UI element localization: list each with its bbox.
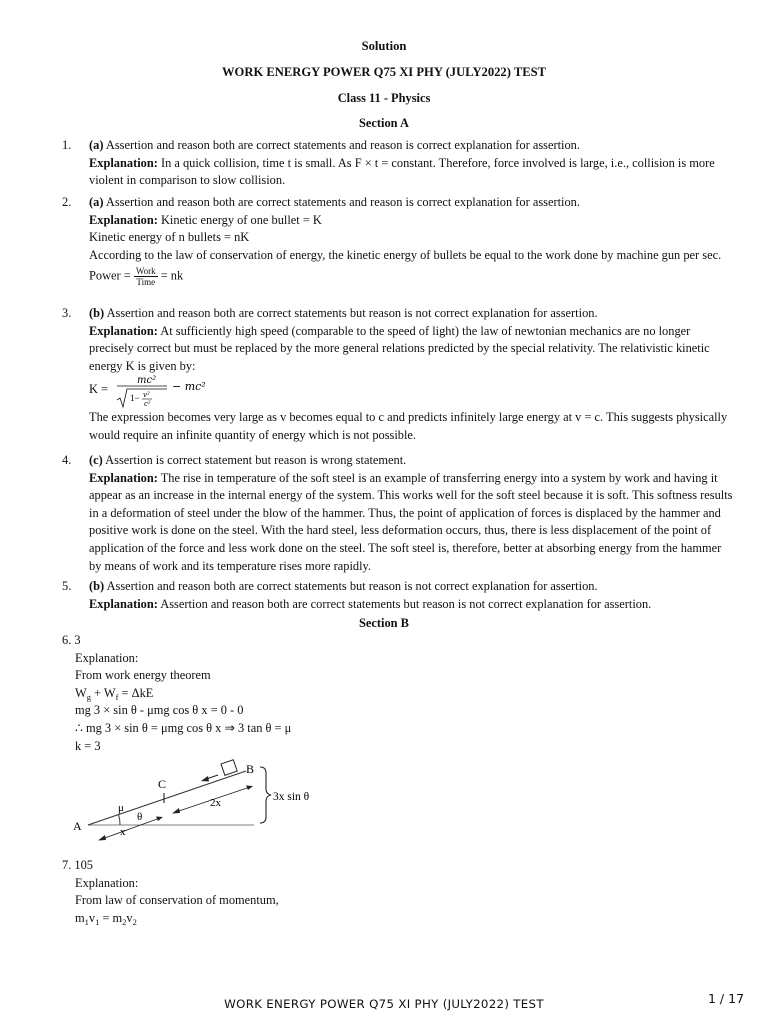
block-shape: [221, 760, 237, 776]
question-number: 4.: [62, 453, 72, 467]
label-b: B: [246, 762, 255, 776]
document-subtitle: WORK ENERGY POWER Q75 XI PHY (JULY2022) TEST: [221, 65, 547, 79]
momentum-equation: $m_1v_1 = m_2v_2$: [75, 910, 137, 927]
question-number: 1.: [62, 138, 72, 152]
power-formula: [89, 266, 734, 287]
question-1: [62, 137, 734, 190]
label-c: C: [158, 777, 167, 791]
question-2: [62, 194, 734, 287]
label-a: A: [73, 819, 82, 833]
relativistic-ke-fraction: [109, 373, 209, 409]
formula-prefix: K =: [89, 382, 109, 397]
document-title: Solution: [361, 39, 407, 53]
work-energy-equation: $W_g + W_f = \Delta kE$: [75, 685, 154, 702]
explanation-label: Explanation:: [75, 650, 139, 665]
page-number: 1 / 17: [708, 991, 745, 1006]
question-number: 3.: [62, 306, 72, 320]
relativistic-ke-formula: [89, 375, 734, 409]
explanation-label: Explanation:: [89, 155, 158, 170]
svg-text:1−: 1−: [130, 393, 140, 404]
explanation-text: At sufficiently high speed (comparable to the speed of light) the law of newtonian mechanics are no longer precisely correct but must be replaced by the more general relations predicted by the special relativity. The relativistic kinetic energy K is given by:: [89, 323, 710, 373]
label-theta: θ: [137, 811, 143, 823]
explanation-text: Kinetic energy of one bullet = K: [157, 212, 322, 227]
question-3: [62, 305, 734, 445]
formula-minus-term: − mc²: [172, 380, 206, 394]
explanation-label: Explanation:: [89, 323, 158, 338]
theorem-line: From work energy theorem: [75, 668, 211, 683]
question-7: [62, 857, 734, 927]
question-7-answer: 7. 105: [62, 858, 93, 872]
fraction-numerator: Work: [135, 266, 156, 277]
question-number: 2.: [62, 195, 72, 209]
answer-option: (a): [89, 138, 104, 152]
svg-text:c²: c²: [144, 400, 151, 409]
explanation-label: Explanation:: [89, 212, 158, 227]
explanation-line: According to the law of conservation of energy, the kinetic energy of bullets be equal to the work done by machine gun per sec.: [89, 247, 722, 262]
answer-option: (b): [89, 579, 105, 593]
question-6-answer: 6. 3: [62, 633, 81, 647]
work-over-time-fraction: [134, 266, 158, 287]
explanation-label: Explanation:: [89, 470, 158, 485]
section-b-heading: Section B: [359, 616, 409, 630]
formula-numerator: mc²: [137, 375, 157, 387]
incline-diagram: [68, 757, 320, 841]
document-class: Class 11 - Physics: [337, 91, 431, 105]
law-line: From law of conservation of momentum,: [75, 893, 279, 908]
power-suffix: = nk: [157, 268, 184, 283]
fraction-denominator: Time: [136, 277, 156, 288]
label-2x: 2x: [210, 797, 221, 809]
answer-text: Assertion and reason both are correct statements but reason is not correct explanation for assertion.: [104, 306, 598, 320]
svg-text:v²: v²: [143, 391, 150, 400]
page-footer: WORK ENERGY POWER Q75 XI PHY (JULY2022) TEST: [224, 997, 544, 1011]
answer-text: Assertion and reason both are correct statements but reason is not correct explanation for assertion.: [104, 579, 598, 593]
answer-option: (c): [89, 453, 103, 467]
question-number: 5.: [62, 579, 72, 593]
explanation-line: Kinetic energy of n bullets = nK: [89, 230, 250, 245]
question-5: [62, 578, 734, 613]
answer-option: (b): [89, 306, 105, 320]
result-line: k = 3: [75, 738, 101, 753]
equation-line-2: ∴ mg 3 × sin θ = μmg cos θ x ⇒ 3 tan θ = μ: [75, 720, 292, 735]
explanation-text: Assertion and reason both are correct statements but reason is not correct explanation for assertion.: [157, 596, 652, 611]
question-4: [62, 452, 734, 575]
answer-text: Assertion and reason both are correct statements and reason is correct explanation for assertion.: [103, 195, 580, 209]
equation-line-1: mg 3 × sin θ - μmg cos θ x = 0 - 0: [75, 703, 244, 718]
section-a-heading: Section A: [359, 116, 409, 130]
label-height: 3x sin θ: [273, 791, 310, 803]
question-6: [62, 632, 734, 755]
answer-text: Assertion and reason both are correct statements and reason is correct explanation for assertion.: [103, 138, 580, 152]
power-prefix: Power =: [89, 268, 134, 283]
explanation-label: Explanation:: [75, 875, 139, 890]
explanation-label: Explanation:: [89, 596, 158, 611]
incline-line: [88, 771, 246, 825]
explanation-text: In a quick collision, time t is small. As F × t = constant. Therefore, force involved is large, i.e., collision is more violent in comparison to slow collision.: [89, 155, 715, 188]
label-x: x: [120, 826, 126, 838]
answer-text: Assertion is correct statement but reason is wrong statement.: [102, 453, 407, 467]
explanation-text: The rise in temperature of the soft steel is an example of transferring energy into a system by work and having it appear as an increase in the internal energy of the system. This works well for the soft steel because it is soft. This softness results in a deformation of steel under the blow of the hammer. Thus, the point of application of forces is displaced by the hammer and positive work is done on the steel. With the hard steel, less deformation occurs, thus, there is less displacement of the point of application of the force and less work done on the steel. The soft steel is, therefore, better at absorbing energy from the hammer by means of work and its temperature rises more rapidly.: [89, 470, 733, 573]
answer-option: (a): [89, 195, 104, 209]
label-mu: μ: [118, 802, 124, 814]
height-brace: [260, 767, 271, 823]
explanation-conclusion: The expression becomes very large as v becomes equal to c and predicts infinitely large energy at v = c. This suggests physically would require an infinite quantity of energy which is not possible.: [89, 410, 728, 442]
